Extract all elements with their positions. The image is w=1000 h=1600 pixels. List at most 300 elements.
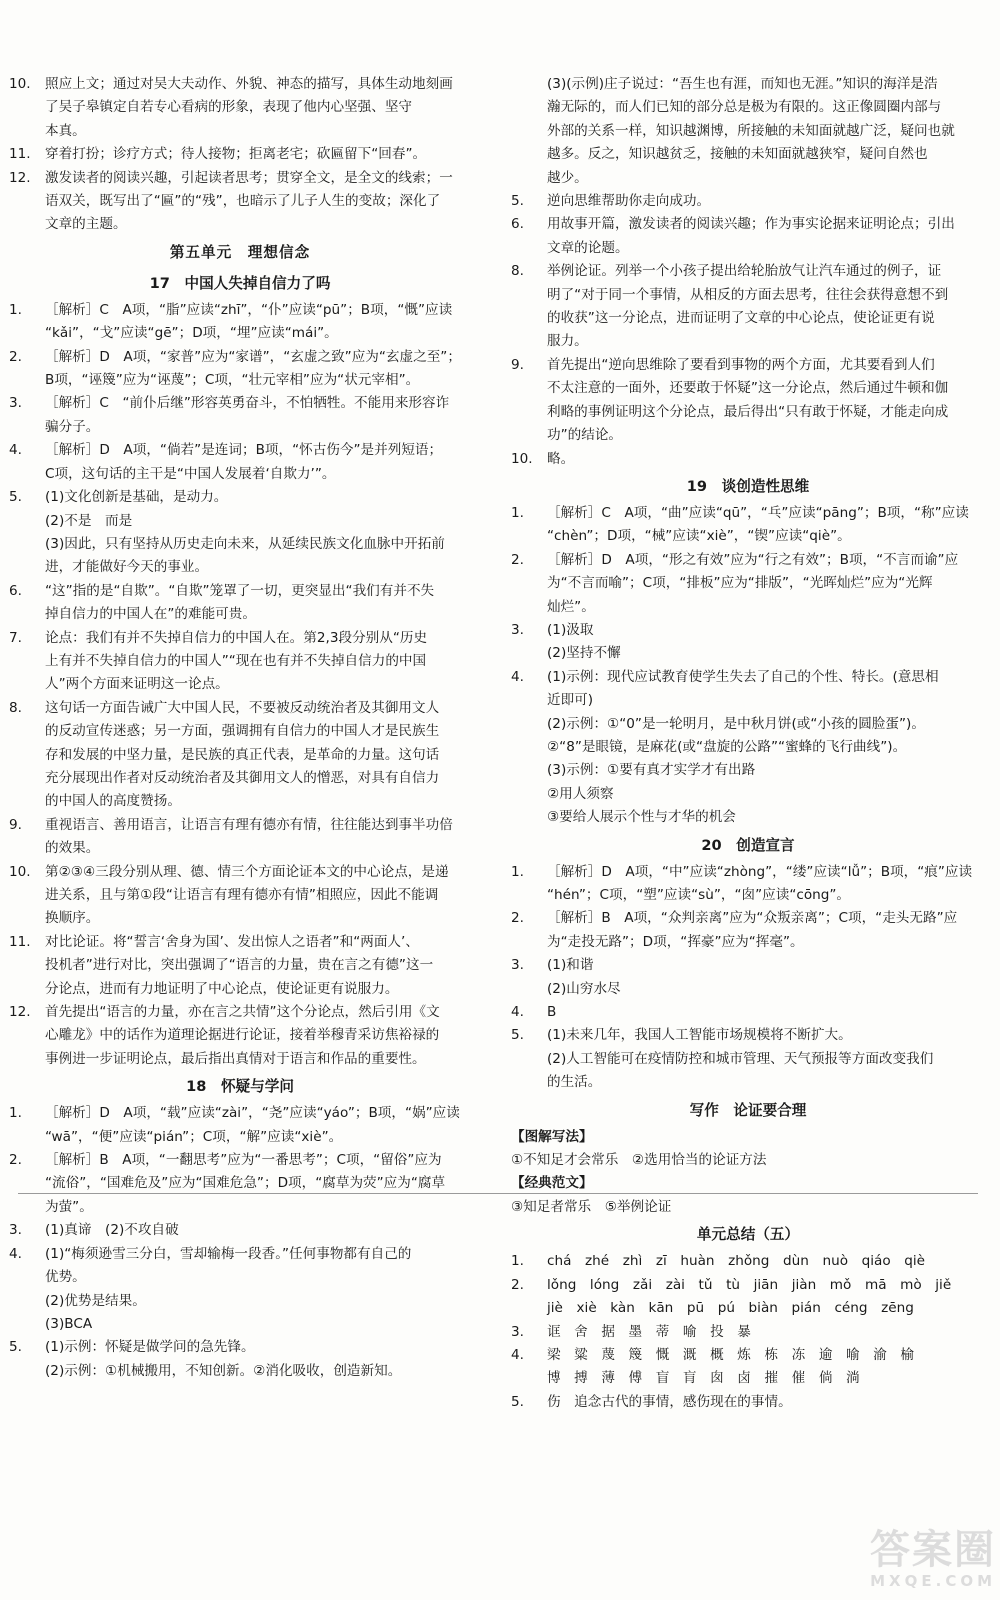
answer-text: (1)文化创新是基础，是动力。	[45, 489, 228, 506]
answer-text: 灿烂”。	[547, 598, 595, 615]
answer-line	[511, 1001, 985, 1024]
question-number: 3.	[511, 621, 524, 638]
answer-text: 心雕龙》中的话作为道理论据进行论证，接着举穆青采访焦裕禄的	[45, 1027, 440, 1044]
answer-text: (1)和谐	[547, 957, 594, 974]
section-heading: 20 创造宣言	[701, 836, 795, 854]
answer-line	[9, 837, 471, 860]
answer-line	[511, 307, 985, 330]
answer-text: 为“不言而喻”；C项，“排板”应为“排版”，“光晖灿烂”应为“光辉	[547, 575, 933, 592]
answer-text: 文章的主题。	[45, 216, 127, 233]
answer-line	[511, 1367, 985, 1390]
answer-text: 近即可)	[547, 692, 594, 709]
question-number: 4.	[511, 668, 524, 685]
question-number: 9.	[9, 816, 22, 833]
answer-line	[9, 213, 471, 236]
question-number	[9, 603, 45, 626]
answer-line	[9, 790, 471, 813]
answer-text: “chèn”；D项，“械”应读“xiè”，“锲”应读“qiè”。	[547, 528, 851, 545]
answer-line	[511, 1250, 985, 1273]
question-number: 5.	[511, 1027, 524, 1044]
answer-line	[511, 619, 985, 642]
question-number: 3.	[9, 395, 22, 412]
answer-line	[9, 673, 471, 696]
question-number	[9, 1290, 45, 1313]
answer-text: 重视语言、善用语言，让语言有理有德亦有情，往往能达到事半功倍	[45, 816, 453, 833]
answer-line	[9, 767, 471, 790]
answer-text: 为“走投无路”；D项，“挥豪”应为“挥毫”。	[547, 933, 804, 950]
answer-text: 不太注意的一面外，还要敢于怀疑”这一分论点，然后通过牛顿和伽	[547, 380, 949, 397]
answer-text: 用故事开篇，激发读者的阅读兴趣；作为事实论据来证明论点；引出	[547, 216, 955, 233]
answer-text: 的效果。	[45, 840, 100, 857]
answer-text: ［解析］D A项，“倘若”是连词；B项，“怀古伤今”是并列短语；	[45, 442, 443, 459]
section-heading: 第五单元 理想信念	[169, 243, 311, 261]
answer-text: “kǎi”，“戈”应读“gē”；D项，“埋”应读“mái”。	[45, 325, 338, 342]
question-number: 5.	[9, 1339, 22, 1356]
answer-line	[511, 120, 985, 143]
answer-line	[511, 401, 985, 424]
question-number	[511, 783, 547, 806]
section-heading: 单元总结（五）	[696, 1226, 800, 1244]
answer-line	[511, 1344, 985, 1367]
answer-text: 略。	[547, 450, 575, 467]
answer-line	[9, 510, 471, 533]
answer-text: 第②③④三段分别从理、德、情三个方面论证本文的中心论点，是递	[45, 863, 449, 880]
answer-line	[511, 377, 985, 400]
answer-text: 梁 粱 蔑 篾 慨 溉 概 炼 栋 冻 逾 喻 渝 榆	[547, 1346, 915, 1363]
answer-text: 语双关，既写出了“匾”的“残”，也暗示了儿子人生的变故；深化了	[45, 193, 441, 210]
answer-line	[9, 1196, 471, 1219]
section-heading: 17 中国人失掉自信力了吗	[149, 274, 331, 292]
answer-text: 逆向思维帮助你走向成功。	[547, 193, 711, 210]
answer-line	[9, 392, 471, 415]
answer-text: (1)“梅须逊雪三分白，雪却输梅一段香。”任何事物都有自己的	[45, 1245, 412, 1262]
answer-line	[511, 642, 985, 665]
answer-line	[511, 861, 985, 884]
answer-text: 换顺序。	[45, 910, 100, 927]
answer-line	[511, 759, 985, 782]
answer-line	[9, 190, 471, 213]
question-number	[511, 1071, 547, 1094]
answer-text: 照应上文；通过对吴大夫动作、外貌、神态的描写，具体生动地刻画	[45, 76, 453, 92]
answer-text: 进，才能做好今天的事业。	[45, 559, 209, 576]
answer-text: 的反动宣传迷惑；另一方面，强调拥有自信力的中国人才是民族生	[45, 723, 440, 740]
answer-line	[511, 1071, 985, 1094]
sub-heading: 【经典范文】	[511, 1175, 593, 1192]
question-number	[9, 190, 45, 213]
question-number	[511, 525, 547, 548]
answer-text: ［解析］D A项，“载”应读“zài”，“尧”应读“yáo”；B项，“娲”应读	[45, 1105, 460, 1122]
question-number: 1.	[9, 301, 22, 318]
answer-line	[9, 143, 471, 166]
answer-line	[9, 369, 471, 392]
answer-text: (1)示例：现代应试教育使学生失去了自己的个性、特长。(意思相	[547, 668, 939, 685]
question-number	[9, 1266, 45, 1289]
answer-line	[9, 120, 471, 143]
question-number	[9, 463, 45, 486]
question-number: 1.	[511, 863, 524, 880]
question-number	[511, 642, 547, 665]
watermark-url: MXQE.COM	[870, 1572, 996, 1590]
answer-text: (2)示例：①机械搬用，不知创新。②消化吸收，创造新知。	[45, 1362, 402, 1379]
answer-line	[9, 96, 471, 119]
question-number: 4.	[9, 442, 22, 459]
answer-text: 利略的事例证明这个分论点，最后得出“只有敢于怀疑，才能走向成	[547, 403, 949, 420]
answer-text: ［解析］C A项，“脂”应读“zhī”，“仆”应读“pū”；B项，“慨”应读	[45, 301, 453, 318]
question-number	[9, 1126, 45, 1149]
answer-line	[9, 954, 471, 977]
answer-text: 博 搏 薄 傅 盲 肓 囱 卤 摧 催 倘 淌	[547, 1370, 860, 1387]
answer-line	[9, 1290, 471, 1313]
question-number	[9, 767, 45, 790]
answer-text: 穿着打扮；诊疗方式；待人接物；拒离老宅；砍匾留下“回春”。	[45, 146, 427, 163]
answer-text: ②用人须察	[547, 785, 614, 802]
question-number: 2.	[511, 910, 524, 927]
question-number	[511, 713, 547, 736]
answer-line	[9, 556, 471, 579]
answer-line	[511, 572, 985, 595]
answer-line	[511, 502, 985, 525]
answer-text: 的生活。	[547, 1074, 602, 1091]
answer-text: (2)坚持不懈	[547, 645, 621, 662]
question-number	[511, 143, 547, 166]
question-number	[9, 650, 45, 673]
question-number: 6.	[511, 216, 524, 233]
answer-line	[9, 1266, 471, 1289]
answer-text: 明了“对于同一个事情，从相反的方面去思考，往往会获得意想不到	[547, 286, 949, 303]
answer-text: (3)BCA	[45, 1315, 93, 1332]
answer-text: 越多。反之，知识越贫乏，接触的未知面就越狭窄，疑问自然也	[547, 146, 928, 163]
answer-line	[511, 954, 985, 977]
answer-line	[511, 237, 985, 260]
right-column	[511, 73, 985, 1414]
answer-line	[511, 1321, 985, 1344]
answer-line	[9, 167, 471, 190]
question-number: 5.	[511, 1393, 524, 1410]
answer-line	[9, 580, 471, 603]
answer-text: (3)(示例)庄子说过：“吾生也有涯，而知也无涯。”知识的海洋是浩	[547, 76, 938, 92]
question-number	[511, 931, 547, 954]
answer-line	[511, 1297, 985, 1320]
answer-text: 事例进一步证明论点，最后指出真情对于语言和作品的重要性。	[45, 1050, 426, 1067]
answer-text: ②“8”是眼镜，是麻花(或“盘旋的公路”“蜜蜂的飞行曲线”)。	[547, 738, 907, 755]
answer-line	[9, 907, 471, 930]
question-number: 1.	[9, 1105, 22, 1122]
answer-line	[511, 260, 985, 283]
answer-text: (2)示例：①“0”是一轮明月，是中秋月饼(或“小孩的圆脸蛋”)。	[547, 715, 925, 732]
question-number: 8.	[9, 699, 22, 716]
section-heading: 写作 论证要合理	[689, 1101, 807, 1119]
section-heading: 18 怀疑与学问	[186, 1078, 294, 1096]
question-number: 11.	[9, 146, 31, 163]
question-number	[511, 330, 547, 353]
question-number: 3.	[511, 1323, 524, 1340]
answer-line: ③知足者常乐 ⑤举例论证	[511, 1198, 672, 1215]
question-number	[511, 377, 547, 400]
answer-text: 为萤”。	[45, 1198, 93, 1215]
answer-text: 功”的结论。	[547, 427, 623, 444]
answer-line	[511, 666, 985, 689]
answer-text: C项，这句话的主干是“中国人发展着‘自欺力’”。	[45, 465, 336, 482]
answer-line	[9, 1219, 471, 1242]
answer-line	[511, 96, 985, 119]
question-number	[511, 596, 547, 619]
question-number	[9, 954, 45, 977]
answer-line	[9, 720, 471, 743]
answer-line	[511, 448, 985, 471]
answer-line	[9, 322, 471, 345]
answer-line	[9, 650, 471, 673]
answer-text: ③要给人展示个性与才华的机会	[547, 809, 736, 826]
question-number	[511, 978, 547, 1001]
question-number: 1.	[511, 1253, 524, 1270]
question-number	[9, 1313, 45, 1336]
question-number	[9, 978, 45, 1001]
answer-text: lǒng lóng zǎi zài tǔ tù jiān jiàn mǒ mā mò jiě	[547, 1276, 952, 1293]
answer-text: 上有并不失掉自信力的中国人”“现在也有并不失掉自信力的中国	[45, 652, 427, 669]
answer-line	[9, 463, 471, 486]
answer-line	[9, 814, 471, 837]
question-number: 8.	[511, 263, 524, 280]
answer-text: 首先提出“逆向思维除了要看到事物的两个方面，尤其要看到人们	[547, 356, 935, 373]
answer-line	[9, 861, 471, 884]
answer-line	[511, 907, 985, 930]
answer-line	[511, 1048, 985, 1071]
page-divider	[18, 1193, 978, 1194]
answer-text: 人”两个方面来证明这一论点。	[45, 676, 229, 693]
answer-text: 服力。	[547, 333, 588, 350]
answer-text: 优势。	[45, 1269, 86, 1286]
question-number	[9, 720, 45, 743]
question-number	[511, 1048, 547, 1071]
section-heading: 19 谈创造性思维	[686, 477, 810, 495]
answer-text: ［解析］D A项，“家普”应为“家谱”，“玄虚之致”应为“玄虚之至”；	[45, 348, 461, 365]
answer-line	[511, 1274, 985, 1297]
question-number	[9, 533, 45, 556]
question-number	[511, 96, 547, 119]
question-number	[9, 322, 45, 345]
question-number: 10.	[511, 450, 533, 467]
question-number: 4.	[511, 1346, 524, 1363]
answer-text: “流俗”，“国难危及”应为“国难危急”；D项，“腐草为荧”应为“腐草	[45, 1175, 446, 1192]
answer-line	[9, 299, 471, 322]
answer-line	[9, 1001, 471, 1024]
answer-text: ［解析］D A项，“中”应读“zhòng”，“缕”应读“lǚ”；B项，“痕”应读	[547, 863, 973, 880]
question-number: 12.	[9, 1004, 31, 1021]
answer-text: (2)不是 而是	[45, 512, 133, 529]
answer-line	[511, 190, 985, 213]
question-number: 2.	[9, 348, 22, 365]
answer-text: ［解析］B A项，“众判亲离”应为“众叛亲离”；C项，“走头无路”应	[547, 910, 958, 927]
answer-line	[9, 627, 471, 650]
question-number: 3.	[9, 1222, 22, 1239]
question-number	[511, 284, 547, 307]
question-number	[511, 572, 547, 595]
question-number: 4.	[511, 1004, 524, 1021]
answer-text: (1)未来几年，我国人工智能市场规模将不断扩大。	[547, 1027, 852, 1044]
question-number	[511, 736, 547, 759]
answer-text: 这句话一方面告诫广大中国人民，不要被反动统治者及其御用文人	[45, 699, 440, 716]
answer-line	[511, 736, 985, 759]
answer-text: “这”指的是“自欺”。“自欺”笼罩了一切，更突显出“我们有并不失	[45, 582, 435, 599]
question-number	[511, 424, 547, 447]
answer-line	[9, 1336, 471, 1359]
question-number	[9, 96, 45, 119]
answer-text: 论点：我们有并不失掉自信力的中国人在。第2,3段分别从“历史	[45, 629, 428, 646]
answer-text: 分论点，进而有力地证明了中心论点，使论证更有说服力。	[45, 980, 399, 997]
question-number	[9, 1048, 45, 1071]
question-number	[511, 120, 547, 143]
answer-text: (2)山穷水尽	[547, 980, 621, 997]
answer-text: B	[547, 1004, 557, 1021]
question-number: 10.	[9, 76, 31, 92]
question-number: 1.	[511, 504, 524, 521]
answer-text: “hén”；C项，“塑”应读“sù”，“囱”应读“cōng”。	[547, 887, 851, 903]
answer-line	[9, 73, 471, 96]
answer-line	[9, 1126, 471, 1149]
question-number: 5.	[511, 193, 524, 210]
answer-text: 越少。	[547, 169, 588, 186]
answer-line	[9, 603, 471, 626]
question-number: 4.	[9, 1245, 22, 1262]
question-number	[511, 1297, 547, 1320]
sub-heading: 【图解写法】	[511, 1128, 593, 1145]
answer-line	[511, 167, 985, 190]
question-number	[9, 907, 45, 930]
answer-text: ［解析］C A项，“曲”应读“qū”，“乓”应读“pāng”；B项，“称”应读	[547, 504, 969, 521]
answer-line	[511, 354, 985, 377]
question-number	[9, 510, 45, 533]
answer-line	[9, 697, 471, 720]
answer-text: 本真。	[45, 122, 86, 139]
answer-line	[511, 931, 985, 954]
answer-text: (1)真谛 (2)不攻自破	[45, 1222, 179, 1239]
answer-text: 激发读者的阅读兴趣，引起读者思考；贯穿全文，是全文的线索；一	[45, 169, 453, 186]
question-number	[9, 744, 45, 767]
answer-text: ［解析］D A项，“形之有效”应为“行之有效”；B项，“不言而谕”应	[547, 551, 959, 568]
answer-line	[511, 689, 985, 712]
question-number	[9, 213, 45, 236]
answer-text: (2)人工智能可在疫情防控和城市管理、天气预报等方面改变我们	[547, 1050, 934, 1067]
answer-line	[511, 596, 985, 619]
watermark-logo	[796, 1528, 996, 1592]
answer-line	[9, 931, 471, 954]
question-number	[511, 73, 547, 96]
question-number	[511, 689, 547, 712]
question-number: 5.	[9, 489, 22, 506]
question-number: 7.	[9, 629, 22, 646]
answer-text: (1)汲取	[547, 621, 594, 638]
question-number	[511, 167, 547, 190]
answer-line: ①不知足才会常乐 ②选用恰当的论证方法	[511, 1152, 767, 1169]
answer-text: 首先提出“语言的力量，亦在言之共情”这个分论点，然后引用《文	[45, 1004, 440, 1021]
question-number: 9.	[511, 356, 524, 373]
answer-text: 充分展现出作者对反动统治者及其御用文人的憎恶，对具有自信力	[45, 769, 440, 786]
question-number	[9, 1360, 45, 1383]
answer-text: 进关系，且与第①段“让语言有理有德亦有情”相照应，因此不能调	[45, 887, 439, 903]
answer-line	[511, 978, 985, 1001]
answer-line	[9, 533, 471, 556]
question-number	[511, 759, 547, 782]
question-number: 3.	[511, 957, 524, 974]
answer-line	[511, 884, 985, 907]
answer-text: 存和发展的中坚力量，是民族的真正代表，是革命的力量。这句话	[45, 746, 440, 763]
question-number	[9, 790, 45, 813]
answer-line	[9, 1048, 471, 1071]
question-number	[511, 1367, 547, 1390]
question-number: 12.	[9, 169, 31, 186]
answer-line	[511, 549, 985, 572]
answer-line	[511, 73, 985, 96]
answer-line	[9, 884, 471, 907]
question-number	[9, 556, 45, 579]
question-number: 2.	[511, 1276, 524, 1293]
answer-text: 外部的关系一样，知识越渊博，所接触的未知面就越广泛，疑问也就	[547, 122, 955, 139]
question-number	[9, 837, 45, 860]
answer-text: 的收获”这一分论点，进而证明了文章的中心论点，使论证更有说	[547, 310, 935, 327]
answer-line	[511, 143, 985, 166]
question-number	[9, 120, 45, 143]
answer-line	[9, 1360, 471, 1383]
question-number	[511, 307, 547, 330]
answer-line	[9, 416, 471, 439]
answer-line	[9, 346, 471, 369]
answer-line	[511, 330, 985, 353]
question-number	[511, 806, 547, 829]
answer-line	[9, 744, 471, 767]
answer-text: (1)示例：怀疑是做学问的急先锋。	[45, 1339, 255, 1356]
question-number	[511, 884, 547, 907]
answer-text: jiè xiè kàn kān pū pú biàn pián céng zēng	[547, 1300, 914, 1317]
answer-line	[511, 806, 985, 829]
answer-line	[9, 1313, 471, 1336]
answer-text: chá zhé zhì zī huàn zhǒng dùn nuò qiáo qiè	[547, 1253, 926, 1270]
answer-line	[9, 1102, 471, 1125]
answer-text: 掉自信力的中国人在”的难能可贵。	[45, 606, 256, 623]
answer-text: 文章的论题。	[547, 239, 629, 256]
question-number	[9, 416, 45, 439]
answer-text: ［解析］B A项，“一翻思考”应为“一番思考”；C项，“留俗”应为	[45, 1152, 442, 1169]
question-number: 6.	[9, 582, 22, 599]
answer-line	[511, 783, 985, 806]
answer-line	[511, 284, 985, 307]
question-number: 2.	[511, 551, 524, 568]
answer-text: 瀚无际的，而人们已知的部分总是极为有限的。这正像圆圈内部与	[547, 99, 942, 116]
answer-line	[9, 486, 471, 509]
question-number	[9, 673, 45, 696]
question-number	[9, 1024, 45, 1047]
watermark-title: 答案圈	[870, 1527, 996, 1573]
answer-text: 伤 追念古代的事情，感伤现在的事情。	[547, 1393, 792, 1410]
answer-text: B项，“诬篾”应为“诬蔑”；C项，“壮元宰相”应为“状元宰相”。	[45, 372, 420, 389]
question-number	[511, 401, 547, 424]
question-number: 11.	[9, 933, 31, 950]
answer-line	[511, 424, 985, 447]
answer-line	[511, 713, 985, 736]
question-number: 2.	[9, 1152, 22, 1169]
answer-line	[511, 1024, 985, 1047]
answer-text: 的中国人的高度赞扬。	[45, 793, 181, 810]
answer-text: (3)因此，只有坚持从历史走向未来，从延续民族文化血脉中开拓前	[45, 535, 445, 552]
answer-line	[9, 1024, 471, 1047]
answer-text: “wā”，“便”应读“pián”；C项，“解”应读“xiè”。	[45, 1128, 343, 1145]
answer-text: 举例论证。列举一个小孩子提出给轮胎放气让汽车通过的例子，证	[547, 263, 942, 280]
question-number	[9, 369, 45, 392]
answer-line	[511, 213, 985, 236]
question-number	[9, 884, 45, 907]
answer-line	[9, 1149, 471, 1172]
answer-line	[9, 439, 471, 462]
answer-line	[511, 525, 985, 548]
